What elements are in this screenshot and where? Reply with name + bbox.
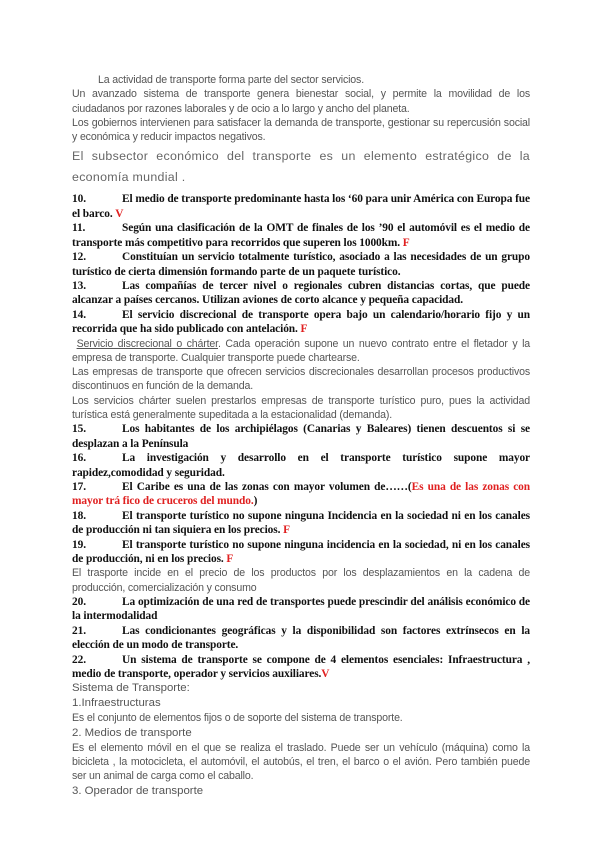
question-number: 12. [72, 251, 86, 264]
question-11 [72, 221, 530, 250]
question-text: Constituían un servicio totalmente turístico, asociado a las necesidades de un grupo turístico de cierta dimensión formando parte de un paquete turístico. [72, 251, 530, 278]
question-text: El Caribe es una de las zonas con mayor volumen de……( [122, 480, 412, 493]
question-number: 10. [72, 193, 86, 206]
sistema-heading-2: 2. Medios de transporte [72, 726, 192, 739]
question-number: 11. [72, 222, 86, 235]
question-number: 13. [72, 279, 86, 292]
question-text: El servicio discrecional de transporte opera bajo un calendario/horario fijo y un recorrida que ha sido publicado con antelación. [72, 308, 530, 336]
question-number: 19. [72, 538, 86, 551]
answer-mark: V [115, 207, 124, 220]
charter-text: . Cada operación supone un nuevo contrato entre el fletador y la empresa de transporte. Cualquier transporte puede chartearse. [72, 337, 531, 364]
question-text: Las condicionantes geográficas y la disponibilidad son factores extrínsecos en la elección de un modo de transporte. [72, 624, 530, 652]
answer-text: Es una de las zonas con mayor trá fico de cruceros del mundo. [72, 480, 530, 508]
question-text: Un sistema de transporte se compone de 4 elementos esenciales: Infraestructura , medio de transporte, operador y servicios auxiliares. [72, 653, 530, 681]
question-number: 18. [72, 509, 86, 522]
question-text: Las compañías de tercer nivel o regionales cubren distancias cortas, que puede alcanzar a países cercanos. Utilizan aviones de corto alcance y pequeña capacidad. [72, 279, 530, 307]
question-text: La optimización de una red de transportes puede prescindir del análisis económico de la intermodalidad [72, 595, 530, 623]
sistema-text-1: Es el conjunto de elementos fijos o de soporte del sistema de transporte. [72, 712, 403, 725]
trasporte-note: El trasporte incide en el precio de los productos por los desplazamientos en la cadena de producción, comercialización y consumo [72, 567, 530, 594]
intro-paragraph-2: Un avanzado sistema de transporte genera bienestar social, y permite la movilidad de los ciudadanos por razones laborales y de ocio a lo largo y ancho del planeta. [72, 88, 530, 115]
question-17 [72, 480, 530, 509]
question-number: 15. [72, 423, 86, 436]
question-number: 17. [72, 480, 86, 493]
intro-paragraph-1: La actividad de transporte forma parte del sector servicios. [98, 74, 364, 86]
charter-title: Servicio discrecional o chárter [76, 337, 218, 350]
sistema-heading-3: 3. Operador de transporte [72, 784, 204, 797]
question-number: 21. [72, 624, 86, 637]
answer-mark: F [226, 552, 234, 565]
question-18 [72, 509, 530, 538]
intro-paragraph-4-line-1: El subsector económico del transporte es un elemento estratégico de la [72, 149, 530, 164]
charter-paragraph-1 [72, 337, 530, 366]
question-21 [72, 624, 530, 653]
question-text: Según una clasificación de la OMT de finales de los ’90 el automóvil es el medio de transporte más competitivo para recorridos que superen los 1000km. [72, 222, 530, 249]
question-number: 14. [72, 308, 86, 321]
question-text: El transporte turístico no supone ninguna incidencia en la sociedad, ni en los canales de producción, ni en los precios. [72, 538, 530, 565]
answer-mark: F [402, 236, 410, 249]
questions-block-b [72, 422, 530, 566]
question-text: El medio de transporte predominante hasta los ‘60 para unir América con Europa fue el barco. [72, 193, 530, 220]
question-number: 22. [72, 653, 86, 666]
question-16 [72, 451, 530, 480]
question-12 [72, 250, 530, 279]
closing-paren: ) [253, 495, 258, 508]
question-text: El transporte turístico no supone ninguna Incidencia en la sociedad ni en los canales de producción ni tan siquiera en los precios. [72, 509, 530, 537]
intro-paragraph-4-line-2: economía mundial . [72, 170, 186, 185]
answer-mark: F [300, 323, 308, 336]
question-22 [72, 653, 530, 682]
charter-paragraph-2: Las empresas de transporte que ofrecen servicios discrecionales desarrollan procesos productivos discontinuos en función de la demanda. [72, 366, 530, 393]
question-text: La investigación y desarrollo en el transporte turístico supone mayor rapidez,comodidad y seguridad. [72, 452, 530, 479]
charter-paragraph-3: Los servicios chárter suelen prestarlos empresas de transporte turístico puro, pues la actividad turística está generalmente supeditada a la estacionalidad (demanda). [72, 394, 530, 422]
sistema-heading-1: 1.Infraestructuras [72, 697, 161, 710]
question-text: Los habitantes de los archipiélagos (Canarias y Baleares) tienen descuentos si se desplazan a la Península [72, 423, 530, 450]
question-13 [72, 279, 530, 308]
question-15 [72, 422, 530, 451]
question-14 [72, 308, 530, 337]
question-10 [72, 192, 530, 221]
question-19 [72, 538, 530, 567]
sistema-text-2: Es el elemento móvil en el que se realiza el traslado. Puede ser un vehículo (máquina) como la bicicleta , la motocicleta, el automóvil, el autobús, el tren, el barco o el avión. Pero también puede ser un animal de carga como el caballo. [72, 741, 530, 783]
document-body [72, 73, 530, 799]
answer-mark: F [283, 524, 290, 537]
answer-mark: V [321, 668, 330, 681]
question-number: 20. [72, 595, 86, 608]
questions-block-d [72, 595, 530, 681]
intro-paragraph-3: Los gobiernos intervienen para satisfacer la demanda de transporte, gestionar su repercusión social y económica y reducir impactos negativos. [72, 116, 530, 144]
sistema-title: Sistema de Transporte: [72, 682, 190, 695]
questions-block-a [72, 192, 530, 336]
question-20 [72, 595, 530, 624]
question-number: 16. [72, 452, 86, 465]
